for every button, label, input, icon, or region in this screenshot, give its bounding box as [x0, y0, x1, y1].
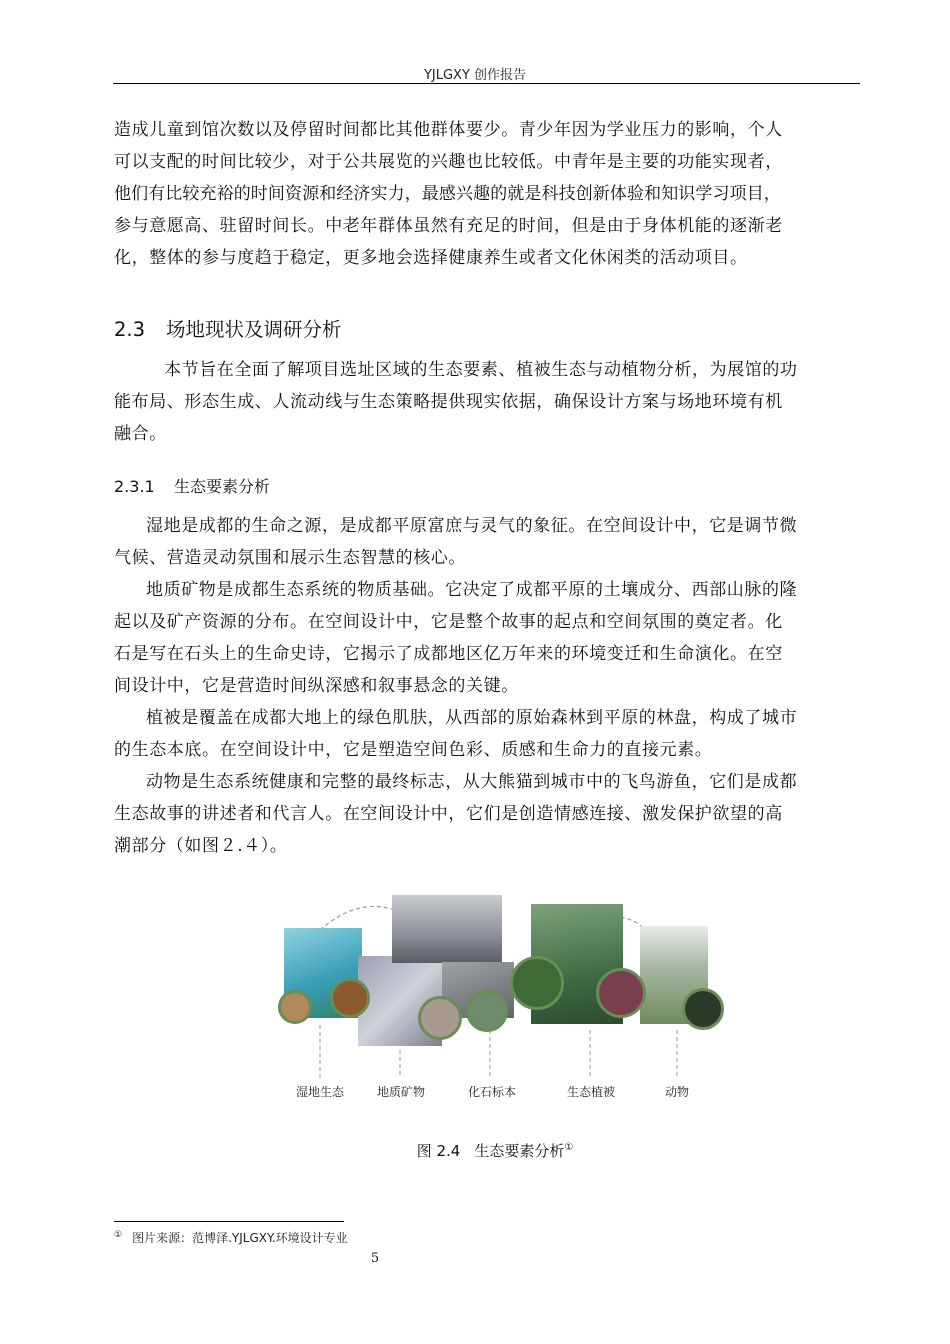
text-line: 他们有比较充裕的时间资源和经济实力，最感兴趣的就是科技创新体验和知识学习项目，: [114, 184, 781, 204]
section-heading: [114, 314, 342, 342]
figure-label-animals: 动物: [664, 1085, 690, 1099]
fossil-circle: [466, 990, 508, 1032]
page-number: 5: [370, 1251, 380, 1266]
dinosaur-fossil-photo: [392, 895, 502, 963]
footnote-text: 图片来源：范博泽.YJLGXY.环境设计专业: [132, 1231, 348, 1245]
figure-label-wetland: 湿地生态: [295, 1085, 345, 1099]
section-title: 场地现状及调研分析: [166, 318, 342, 341]
footnote: [114, 1229, 348, 1246]
text-line: 本节旨在全面了解项目选址区域的生态要素、植被生态与动植物分析，为展馆的功: [164, 360, 798, 380]
text-line: 起以及矿产资源的分布。在空间设计中，它是整个故事的起点和空间氛围的奠定者。化: [114, 612, 783, 632]
caption-title: 生态要素分析: [474, 1142, 565, 1160]
footnote-mark: ①: [114, 1230, 123, 1240]
section-number: 2.3: [114, 318, 146, 341]
subsection-number: 2.3.1: [114, 477, 155, 496]
figure-label-fossil: 化石标本: [467, 1085, 517, 1099]
text-line: 石是写在石头上的生命史诗，它揭示了成都地区亿万年来的环境变迁和生命演化。在空: [114, 644, 783, 664]
text-line: 间设计中，它是营造时间纵深感和叙事悬念的关键。: [114, 676, 519, 696]
text-line: 湿地是成都的生命之源，是成都平原富庶与灵气的象征。在空间设计中，它是调节微: [146, 516, 798, 536]
text-line: 可以支配的时间比较少，对于公共展览的兴趣也比较低。中青年是主要的功能实现者，: [114, 152, 783, 172]
text-line: 地质矿物是成都生态系统的物质基础。它决定了成都平原的土壤成分、西部山脉的隆: [146, 580, 798, 600]
paragraph-geology: [114, 574, 860, 702]
figure-label-vegetation: 生态植被: [566, 1085, 616, 1099]
figure-label-geology: 地质矿物: [376, 1085, 426, 1099]
text-line: 化，整体的参与度趋于稳定，更多地会选择健康养生或者文化休闲类的活动项目。: [114, 248, 748, 268]
text-line: 融合。: [114, 424, 167, 444]
text-line: 气候、营造灵动氛围和展示生态智慧的核心。: [114, 548, 466, 568]
flower-circle: [596, 968, 646, 1018]
wetland-bird-circle: [278, 990, 312, 1024]
caption-footnote-mark: ①: [564, 1142, 574, 1153]
text-line: 造成儿童到馆次数以及停留时间都比其他群体要少。青少年因为学业压力的影响，个人: [114, 120, 783, 140]
caption-number: 图 2.4: [416, 1142, 461, 1160]
subsection-title: 生态要素分析: [174, 477, 271, 496]
paragraph-animals: [114, 766, 860, 862]
text-line: 动物是生态系统健康和完整的最终标志，从大熊猫到城市中的飞鸟游鱼，它们是成都: [146, 772, 798, 792]
page-header-title: YJLGXY 创作报告: [423, 68, 527, 83]
animal-circle: [682, 988, 724, 1030]
mineral-sample-circle: [418, 996, 462, 1040]
footnote-divider: [114, 1221, 344, 1222]
plant-circle: [510, 956, 564, 1010]
subsection-heading: [114, 474, 270, 497]
ecology-figure: [270, 890, 740, 1105]
text-line: 参与意愿高、驻留时间长。中老年群体虽然有充足的时间，但是由于身体机能的逐渐老: [114, 216, 783, 236]
paragraph-vegetation: [114, 702, 860, 766]
text-line: 能布局、形态生成、人流动线与生态策略提供现实依据，确保设计方案与场地环境有机: [114, 392, 783, 412]
text-line: 潮部分（如图２.４）。: [114, 836, 288, 856]
text-line: 的生态本底。在空间设计中，它是塑造空间色彩、质感和生命力的直接元素。: [114, 740, 713, 760]
paragraph-section-intro: [114, 354, 860, 450]
paragraph-intro: [114, 114, 860, 274]
text-line: 植被是覆盖在成都大地上的绿色肌肤，从西部的原始森林到平原的林盘，构成了城市: [146, 708, 798, 728]
figure-caption: [0, 1140, 950, 1161]
paragraph-wetland: [114, 510, 860, 574]
text-line: 生态故事的讲述者和代言人。在空间设计中，它们是创造情感连接、激发保护欲望的高: [114, 804, 783, 824]
wetland-animal-circle: [330, 978, 370, 1018]
header-divider: [113, 83, 860, 84]
